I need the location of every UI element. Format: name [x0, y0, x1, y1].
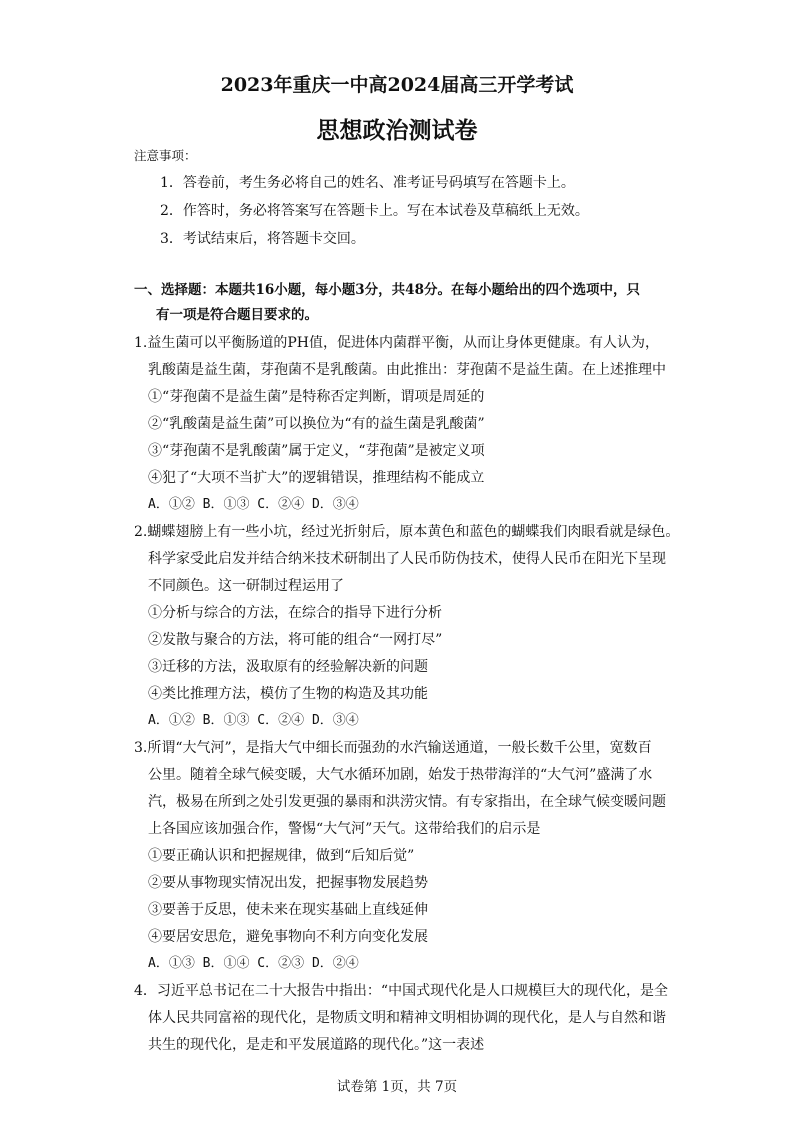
question-2-choice: ①分析与综合的方法，在综合的指导下进行分析: [148, 605, 442, 621]
question-2-choice: ④类比推理方法，模仿了生物的构造及其功能: [148, 686, 428, 702]
question-3-stem-cont: 汽，极易在所到之处引发更强的暴雨和洪涝灾情。有专家指出，在全球气候变暖问题: [148, 794, 666, 810]
question-4-stem-cont: 共生的现代化，是走和平发展道路的现代化。”这一表述: [148, 1037, 485, 1053]
question-3-stem-cont: 上各国应该加强合作，警惕“大气河”天气。这带给我们的启示是: [148, 821, 541, 837]
question-3-choice: ③要善于反思，使未来在现实基础上直线延伸: [148, 902, 428, 918]
question-3-choice: ①要正确认识和把握规律，做到“后知后觉”: [148, 848, 415, 864]
question-1-stem-cont: 乳酸菌是益生菌，芽孢菌不是乳酸菌。由此推出：芽孢菌不是益生菌。在上述推理中: [148, 362, 666, 378]
notice-heading: 注意事项：: [134, 148, 197, 163]
question-1-stem: 1.益生菌可以平衡肠道的PH值，促进体内菌群平衡，从而让身体更健康。有人认为，: [134, 335, 659, 351]
notice-item: 3．考试结束后，将答题卡交回。: [160, 231, 365, 247]
question-2-choice: ③迁移的方法，汲取原有的经验解决新的问题: [148, 659, 428, 675]
question-2-options: A．①② B．①③ C．②④ D．③④: [148, 713, 359, 728]
question-2-choice: ②发散与聚合的方法，将可能的组合“一网打尽”: [148, 632, 443, 648]
question-3-choice: ②要从事物现实情况出发，把握事物发展趋势: [148, 875, 428, 891]
question-4-stem-cont: 体人民共同富裕的现代化，是物质文明和精神文明相协调的现代化，是人与自然和谐: [148, 1010, 666, 1026]
exam-subtitle: 思想政治测试卷: [316, 117, 478, 144]
question-1-options: A．①② B．①③ C．②④ D．③④: [148, 497, 359, 512]
question-1-choice: ③“芽孢菌不是乳酸菌”属于定义，“芽孢菌”是被定义项: [148, 443, 485, 459]
page-footer: 试卷第 1页，共 7页: [336, 1079, 458, 1095]
question-3-stem: 3.所谓“大气河”，是指大气中细长而强劲的水汽输送通道，一般长数千公里，宽数百: [134, 740, 652, 756]
question-2-stem: 2.蝴蝶翅膀上有一些小坑，经过光折射后，原本黄色和蓝色的蝴蝶我们肉眼看就是绿色。: [134, 524, 680, 540]
question-1-choice: ①“芽孢菌不是益生菌”是特称否定判断，谓项是周延的: [148, 389, 485, 405]
question-1-choice: ④犯了“大项不当扩大”的逻辑错误，推理结构不能成立: [148, 470, 485, 486]
section-heading-cont: 有一项是符合题目要求的。: [156, 307, 318, 323]
section-heading: 一、选择题：本题共16小题，每小题3分，共48分。在每小题给出的四个选项中，只: [134, 282, 640, 298]
notice-item: 1．答卷前，考生务必将自己的姓名、准考证号码填写在答题卡上。: [160, 175, 575, 191]
exam-title: 2023年重庆一中高2024届高三开学考试: [220, 74, 574, 96]
question-3-stem-cont: 公里。随着全球气候变暖，大气水循环加剧，始发于热带海洋的“大气河”盛满了水: [148, 767, 653, 783]
question-3-choice: ④要居安思危，避免事物向不利方向变化发展: [148, 929, 428, 945]
question-3-options: A．①③ B．①④ C．②③ D．②④: [148, 956, 359, 971]
question-2-stem-cont: 不同颜色。这一研制过程运用了: [148, 578, 344, 594]
question-2-stem-cont: 科学家受此启发并结合纳米技术研制出了人民币防伪技术，使得人民币在阳光下呈现: [148, 551, 666, 567]
notice-item: 2．作答时，务必将答案写在答题卡上。写在本试卷及草稿纸上无效。: [160, 203, 589, 219]
question-4-stem: 4．习近平总书记在二十大报告中指出：“中国式现代化是人口规模巨大的现代化，是全: [134, 983, 669, 999]
question-1-choice: ②“乳酸菌是益生菌”可以换位为“有的益生菌是乳酸菌”: [148, 416, 485, 432]
